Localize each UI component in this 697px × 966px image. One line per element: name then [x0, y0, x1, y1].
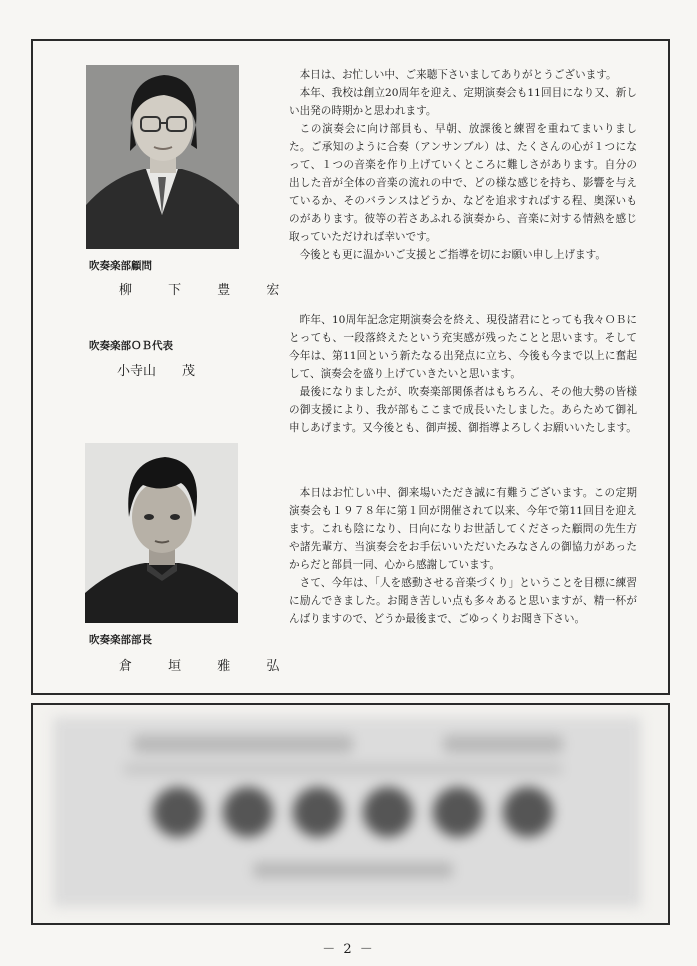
captain-message — [289, 484, 637, 628]
ob-message — [289, 311, 637, 437]
greetings-panel — [31, 39, 670, 695]
ob-message-paragraph: 最後になりましたが、吹奏楽部関係者はもちろん、その他大勢の皆様の御支援により、我が部もここまで成長いたしました。あらためて御礼申しあげます。又今後とも、御声援、御指導よろしくお願いいたします。 — [289, 386, 637, 434]
adult-man-in-suit-photo — [86, 65, 239, 249]
ob-representative-role: 吹奏楽部ＯＢ代表 — [89, 340, 173, 352]
captain-photo — [85, 443, 238, 623]
adviser-message-paragraph: この演奏会に向け部員も、早朝、放課後と練習を重ねてまいりました。ご承知のように合奏（アンサンブル）は、たくさんの心が１つになって、１つの音楽を作り上げていくところに難しさがあります。自分の出した音が全体の音楽の流れの中で、どの様な感じを持ち、影響を与えているか、そのバランスはどうか、などを追求すればする程、奥深いものがあります。彼等の若さあふれる演奏から、音楽に対する情熱を感じ取っていただければ幸いです。 — [289, 123, 637, 243]
captain-message-paragraph: 本日はお忙しい中、御来場いただき誠に有難うございます。この定期演奏会も１９７８年に第１回が開催されて以来、今年で第11回目を迎えます。これも陰になり、日向になりお世話してくださった顧問の先生方や諸先輩方、当演奏会をお手伝いいただいたみなさんの御協力があったからだと部員一同、心から感謝しています。 — [289, 487, 637, 571]
adviser-role: 吹奏楽部顧問 — [89, 260, 152, 272]
student-in-uniform-photo — [85, 443, 238, 623]
ob-message-paragraph: 昨年、10周年記念定期演奏会を終え、現役諸君にとっても我々ＯＢにとっても、一段落終えたという充実感が残ったことと思います。そして今年は、第11回という新たなる出発点に立ち、今後も今まで以上に奮起して、演奏会を盛り上げていきたいと思います。 — [289, 314, 637, 380]
captain-message-paragraph: さて、今年は、「人を感動させる音楽づくり」ということを目標に練習に励んできました。お聞き苦しい点も多々あると思いますが、精一杯がんばりますので、どうか最後まで、ごゆっくりお聞き下さい。 — [289, 577, 637, 625]
blurred-advertisement-image — [53, 717, 641, 907]
captain-name: 倉 垣 雅 弘 — [119, 659, 296, 674]
adviser-message-paragraph: 本日は、お忙しい中、ご来聴下さいましてありがとうございます。 — [299, 69, 617, 81]
ob-representative-name: 小寺山 茂 — [117, 364, 196, 379]
captain-role: 吹奏楽部部長 — [89, 634, 152, 646]
blurred-advertisement — [31, 703, 670, 925]
adviser-message — [289, 66, 637, 264]
page-number: － 2 － — [322, 942, 375, 957]
adviser-message-paragraph: 本年、我校は創立20周年を迎え、定期演奏会も11回目になり又、新しい出発の時期かと思われます。 — [289, 87, 637, 117]
adviser-name: 柳 下 豊 宏 — [119, 283, 296, 298]
adviser-message-paragraph: 今後とも更に温かいご支援とご指導を切にお願い申し上げます。 — [299, 249, 606, 261]
adviser-photo — [86, 65, 239, 249]
